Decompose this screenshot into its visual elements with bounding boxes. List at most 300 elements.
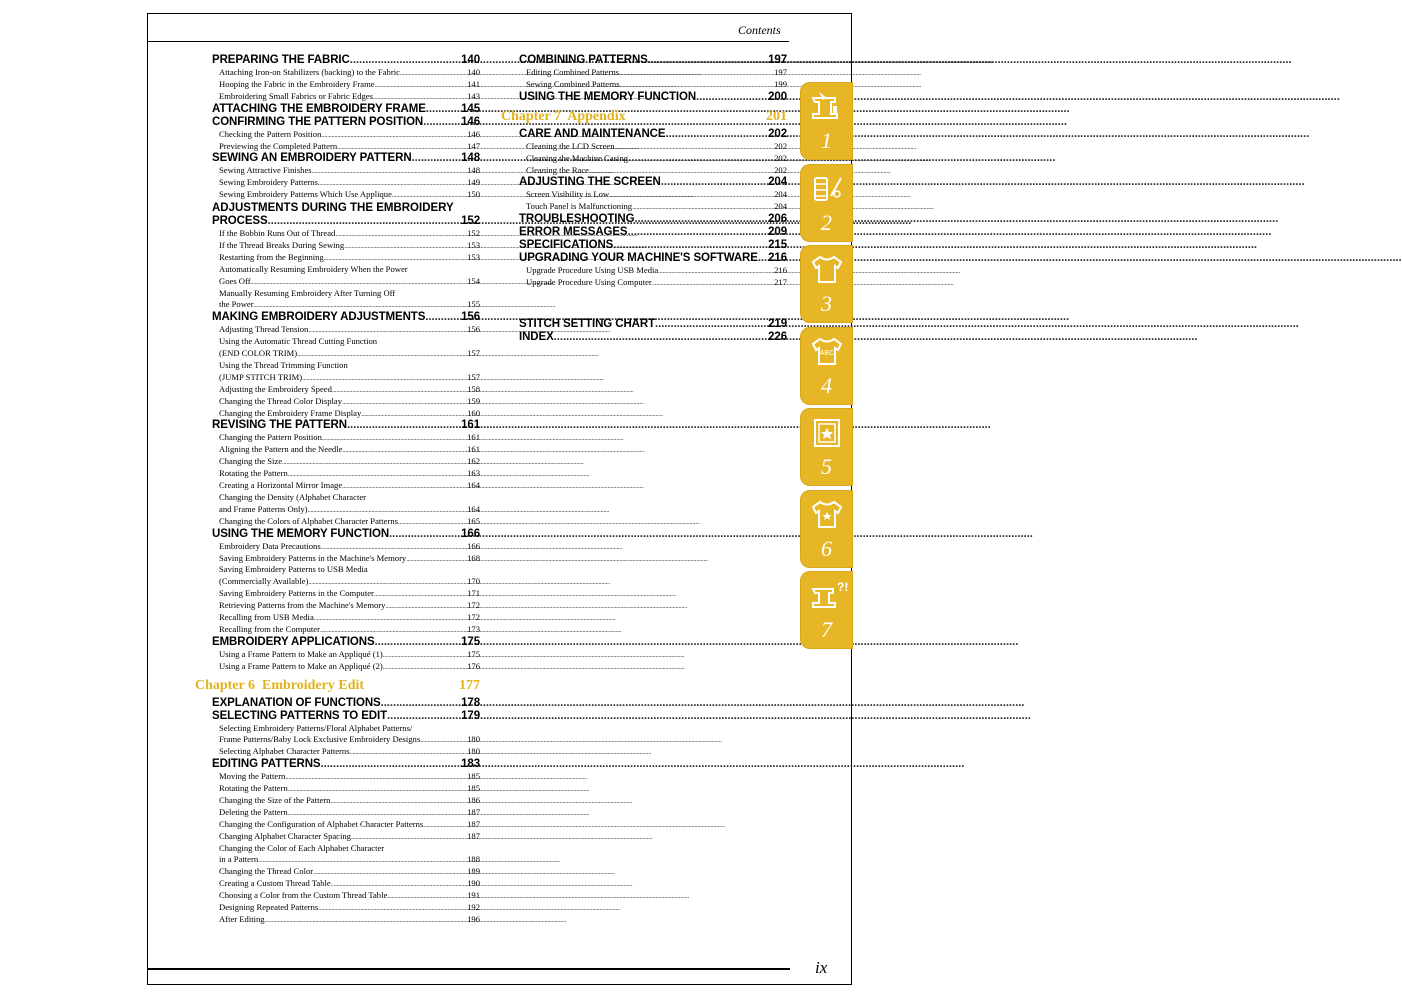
- entry-title: EDITING PATTERNS: [212, 758, 321, 771]
- entry-page-number: 168: [467, 552, 480, 563]
- toc-subentry[interactable]: [212, 649, 480, 661]
- toc-section-entry[interactable]: [519, 91, 787, 104]
- toc-subentry[interactable]: [212, 783, 480, 795]
- page-number: ix: [815, 958, 828, 977]
- chapter-tab-number: 7: [821, 617, 832, 642]
- dot-leader: [335, 229, 467, 241]
- dot-leader: [634, 213, 768, 226]
- toc-subentry[interactable]: [212, 480, 480, 492]
- entry-title: Cleaning the LCD Screen: [526, 140, 615, 151]
- dot-leader: [412, 152, 462, 165]
- toc-section-entry[interactable]: [519, 318, 787, 331]
- entry-title: Touch Panel is Malfunctioning: [526, 201, 633, 212]
- dot-leader: [285, 772, 467, 784]
- entry-page-number: 152: [467, 228, 480, 239]
- entry-title: Frame Patterns/Baby Lock Exclusive Embroidery Designs: [219, 734, 421, 745]
- entry-title: TROUBLESHOOTING: [519, 213, 635, 226]
- dot-leader: [332, 385, 467, 397]
- dot-leader: [554, 331, 768, 344]
- entry-page-number: 170: [467, 576, 480, 587]
- toc-subentry[interactable]: [212, 854, 480, 866]
- chapter-tab-7[interactable]: [800, 571, 853, 649]
- dot-leader: [613, 239, 768, 252]
- toc-subentry[interactable]: [519, 189, 787, 201]
- dot-leader: [655, 318, 768, 331]
- chapter-tab-5[interactable]: [800, 408, 853, 486]
- entry-title: and Frame Patterns Only): [219, 503, 308, 514]
- entry-page-number: 200: [768, 90, 787, 103]
- entry-title: Recalling from the Computer: [219, 623, 320, 634]
- toc-section-entry[interactable]: [519, 176, 787, 189]
- entry-page-number: 192: [467, 901, 480, 912]
- entry-page-number: 162: [467, 456, 480, 467]
- entry-page-number: 179: [461, 709, 480, 722]
- entry-page-number: 191: [467, 890, 480, 901]
- toc-subentry[interactable]: [212, 819, 480, 831]
- dot-leader: [381, 697, 462, 710]
- dot-leader: [318, 903, 467, 915]
- dot-leader: [374, 589, 467, 601]
- toc-subentry[interactable]: [212, 734, 480, 746]
- entry-page-number: 146: [461, 115, 480, 128]
- dot-leader: [312, 166, 467, 178]
- toc-subentry[interactable]: [212, 177, 480, 189]
- chapter-tab-number: 5: [821, 454, 832, 479]
- toc-subentry[interactable]: [212, 771, 480, 783]
- chapter-page: 177: [459, 677, 480, 693]
- entry-page-number: 161: [467, 444, 480, 455]
- entry-title: Using a Frame Pattern to Make an Appliqué (2): [219, 660, 383, 671]
- toc-subentry[interactable]: [212, 408, 480, 420]
- entry-page-number: 166: [467, 540, 480, 551]
- toc-section-entry[interactable]: [519, 331, 787, 344]
- entry-title: Moving the Pattern: [219, 771, 286, 782]
- toc-subentry[interactable]: [212, 468, 480, 480]
- entry-page-number: 196: [467, 913, 480, 924]
- dot-leader: [351, 832, 467, 844]
- toc-subentry[interactable]: [519, 201, 787, 213]
- toc-section-title-line[interactable]: ADJUSTMENTS DURING THE EMBROIDERY: [212, 202, 454, 215]
- toc-subentry[interactable]: [212, 129, 480, 141]
- entry-title: PREPARING THE FABRIC: [212, 54, 350, 66]
- toc-section-entry[interactable]: [212, 103, 480, 116]
- entry-title: Creating a Horizontal Mirror Image: [219, 480, 343, 491]
- entry-title: Saving Embroidery Patterns in the Machine's Memory: [219, 552, 407, 563]
- entry-title: Hooping the Fabric in the Embroidery Frame: [219, 78, 375, 89]
- entry-title: Recalling from USB Media: [219, 611, 314, 622]
- dot-leader: [251, 277, 468, 289]
- toc-section-entry[interactable]: [212, 758, 480, 771]
- entry-page-number: 165: [467, 515, 480, 526]
- entry-page-number: 141: [467, 78, 480, 89]
- toc-subentry[interactable]: [519, 67, 787, 79]
- entry-page-number: 183: [461, 758, 480, 771]
- chapter-tab-3[interactable]: [800, 245, 853, 323]
- entry-title: Upgrade Procedure Using USB Media: [526, 265, 659, 276]
- dot-leader: [282, 457, 467, 469]
- chapter-tab-number: 1: [821, 128, 832, 153]
- dot-leader: [648, 54, 768, 67]
- entry-title: Changing the Configuration of Alphabet Character Patterns: [219, 818, 424, 829]
- toc-subentry-title-line[interactable]: Automatically Resuming Embroidery When the Power: [219, 263, 408, 274]
- entry-page-number: 148: [461, 152, 480, 165]
- entry-page-number: 202: [768, 127, 787, 140]
- toc-subentry[interactable]: [212, 456, 480, 468]
- dot-leader: [350, 54, 461, 67]
- entry-title: ERROR MESSAGES: [519, 226, 628, 239]
- toc-subentry[interactable]: [212, 396, 480, 408]
- svg-text:ABC: ABC: [819, 349, 835, 357]
- entry-page-number: 150: [467, 189, 480, 200]
- entry-page-number: 215: [768, 239, 787, 252]
- entry-page-number: 175: [461, 635, 480, 648]
- dot-leader: [383, 650, 467, 662]
- entry-title: Embroidering Small Fabrics or Fabric Edges: [219, 90, 373, 101]
- dot-leader: [313, 867, 467, 879]
- entry-title: CONFIRMING THE PATTERN POSITION: [212, 115, 424, 128]
- toc-subentry-title-line[interactable]: Selecting Embroidery Patterns/Floral Alphabet Patterns/: [219, 722, 413, 733]
- dot-leader: [425, 311, 461, 324]
- entry-title: Cleaning the Machine Casing: [526, 152, 628, 163]
- toc-subentry[interactable]: [212, 553, 480, 565]
- entry-page-number: 157: [467, 371, 480, 382]
- toc-section-entry[interactable]: [212, 116, 480, 129]
- entry-page-number: 216: [774, 265, 787, 276]
- dot-leader: [342, 445, 467, 457]
- entry-title: SPECIFICATIONS: [519, 239, 614, 252]
- entry-title: Rotating the Pattern: [219, 783, 288, 794]
- toc-subentry[interactable]: [212, 240, 480, 252]
- machine-troubleshoot-icon: [809, 577, 849, 613]
- toc-subentry[interactable]: [212, 746, 480, 758]
- entry-page-number: 161: [467, 432, 480, 443]
- toc-subentry[interactable]: [212, 795, 480, 807]
- entry-page-number: 204: [768, 176, 787, 189]
- entry-page-number: 180: [467, 734, 480, 745]
- entry-title: Cleaning the Race: [526, 164, 589, 175]
- entry-page-number: 202: [774, 140, 787, 151]
- entry-title: Adjusting the Embroidery Speed: [219, 383, 332, 394]
- toc-section-entry[interactable]: [212, 152, 480, 165]
- dot-leader: [400, 68, 467, 80]
- toc-subentry[interactable]: [212, 661, 480, 673]
- entry-title: Creating a Custom Thread Table: [219, 878, 331, 889]
- dot-leader: [758, 252, 768, 265]
- chapter-tab-number: 6: [821, 535, 832, 561]
- entry-page-number: 187: [467, 830, 480, 841]
- toc-subentry-title-line[interactable]: Using the Thread Trimming Function: [219, 360, 348, 371]
- toc-subentry[interactable]: [212, 348, 480, 360]
- entry-page-number: 146: [467, 128, 480, 139]
- entry-title: ATTACHING THE EMBROIDERY FRAME: [212, 102, 426, 115]
- dot-leader: [665, 128, 768, 141]
- toc-subentry[interactable]: [212, 902, 480, 914]
- toc-section-entry[interactable]: [519, 213, 787, 226]
- entry-title: Saving Embroidery Patterns in the Computer: [219, 588, 374, 599]
- entry-page-number: 189: [467, 866, 480, 877]
- entry-page-number: 156: [467, 324, 480, 335]
- toc-subentry[interactable]: [212, 189, 480, 201]
- dot-leader: [420, 735, 467, 747]
- chapter-tab-2[interactable]: [800, 164, 853, 242]
- entry-title: Deleting the Pattern: [219, 806, 288, 817]
- entry-title: Changing the Embroidery Frame Display: [219, 407, 362, 418]
- dot-leader: [321, 130, 467, 142]
- entry-title: Aligning the Pattern and the Needle: [219, 444, 343, 455]
- dot-leader: [615, 142, 775, 154]
- entry-title: the Power: [219, 299, 254, 310]
- toc-subentry[interactable]: [519, 165, 787, 177]
- toc-subentry-title-line[interactable]: Saving Embroidery Patterns to USB Media: [219, 564, 368, 575]
- toc-subentry[interactable]: [212, 79, 480, 91]
- dot-leader: [375, 636, 462, 649]
- toc-subentry[interactable]: [212, 866, 480, 878]
- entry-page-number: 178: [461, 696, 480, 709]
- chapter-heading[interactable]: [195, 676, 480, 695]
- chapter-tab-6[interactable]: [800, 490, 853, 568]
- entry-page-number: 158: [467, 383, 480, 394]
- entry-title: (JUMP STITCH TRIM): [219, 371, 303, 382]
- dot-leader: [330, 796, 467, 808]
- entry-page-number: 204: [774, 201, 787, 212]
- toc-subentry[interactable]: [212, 831, 480, 843]
- toc-section-entry[interactable]: [212, 636, 480, 649]
- entry-page-number: 157: [467, 348, 480, 359]
- entry-page-number: 153: [467, 251, 480, 262]
- toc-subentry[interactable]: [212, 299, 480, 311]
- entry-page-number: 175: [467, 648, 480, 659]
- entry-title: USING THE MEMORY FUNCTION: [212, 527, 390, 540]
- dot-leader: [658, 266, 774, 278]
- chapter-page: 201: [766, 108, 787, 124]
- entry-page-number: 147: [467, 140, 480, 151]
- entry-page-number: 197: [768, 54, 787, 66]
- embroidery-frame-icon: [809, 414, 845, 450]
- toc-section-entry[interactable]: [212, 528, 480, 541]
- toc-section-entry[interactable]: [212, 419, 480, 432]
- entry-page-number: 152: [461, 215, 480, 228]
- dot-leader: [383, 662, 467, 674]
- entry-title: Attaching Iron-on Stabilizers (backing) to the Fabric: [219, 67, 400, 77]
- svg-text:?!: ?!: [837, 580, 849, 594]
- entry-title: Previewing the Completed Pattern: [219, 140, 338, 151]
- entry-page-number: 217: [774, 277, 787, 288]
- chapter-title: Chapter 6 Embroidery Edit: [195, 677, 365, 693]
- entry-page-number: 173: [467, 623, 480, 634]
- dot-leader: [387, 891, 467, 903]
- chapter-tab-number: 3: [821, 291, 832, 316]
- entry-page-number: 140: [467, 67, 480, 77]
- entry-title: Choosing a Color from the Custom Thread Table: [219, 890, 388, 901]
- entry-page-number: 199: [774, 78, 787, 89]
- entry-page-number: 188: [467, 854, 480, 865]
- toc-section-entry[interactable]: [519, 239, 787, 252]
- entry-title: Checking the Pattern Position: [219, 128, 322, 139]
- entry-title: SELECTING PATTERNS TO EDIT: [212, 709, 388, 722]
- entry-title: After Editing: [219, 913, 265, 924]
- entry-title: REVISING THE PATTERN: [212, 419, 347, 432]
- toc-subentry-title-line[interactable]: Manually Resuming Embroidery After Turning Off: [219, 287, 396, 298]
- dot-leader: [406, 554, 467, 566]
- entry-title: If the Thread Breaks During Sewing: [219, 240, 345, 251]
- toc-subentry[interactable]: [519, 79, 787, 91]
- entry-title: Screen Visibility is Low: [526, 189, 610, 200]
- toc-section-entry[interactable]: [212, 311, 480, 324]
- entry-title: CARE AND MAINTENANCE: [519, 127, 666, 140]
- thread-spool-icon: [809, 170, 845, 206]
- entry-title: Embroidery Data Precautions: [219, 540, 321, 551]
- toc-subentry[interactable]: [212, 600, 480, 612]
- toc-subentry[interactable]: [212, 324, 480, 336]
- chapter-title: Chapter 7 Appendix: [501, 108, 626, 124]
- entry-title: EXPLANATION OF FUNCTIONS: [212, 696, 381, 709]
- dot-leader: [321, 758, 462, 771]
- chapter-tab-1[interactable]: [800, 82, 853, 160]
- entry-title: Sewing Embroidery Patterns: [219, 177, 318, 188]
- toc-subentry[interactable]: [212, 576, 480, 588]
- toc-subentry[interactable]: [519, 153, 787, 165]
- entry-page-number: 202: [774, 152, 787, 163]
- entry-title: EMBROIDERY APPLICATIONS: [212, 635, 375, 648]
- dot-leader: [389, 528, 461, 541]
- entry-page-number: 187: [467, 806, 480, 817]
- abc-tshirt-icon: [809, 333, 845, 369]
- toc-subentry[interactable]: [212, 276, 480, 288]
- toc-subentry-title-line[interactable]: Changing the Color of Each Alphabet Character: [219, 842, 385, 853]
- toc-subentry[interactable]: [212, 878, 480, 890]
- toc-section-entry[interactable]: [519, 128, 787, 141]
- entry-page-number: 154: [467, 275, 480, 286]
- entry-title: (Commercially Available): [219, 576, 309, 587]
- entry-page-number: 226: [768, 331, 787, 344]
- entry-title: Using a Frame Pattern to Make an Appliqué (1): [219, 648, 383, 659]
- entry-title: If the Bobbin Runs Out of Thread: [219, 228, 336, 239]
- entry-page-number: 180: [467, 746, 480, 757]
- entry-title: UPGRADING YOUR MACHINE'S SOFTWARE: [519, 252, 758, 265]
- toc-subentry[interactable]: [212, 807, 480, 819]
- toc-subentry[interactable]: [212, 890, 480, 902]
- chapter-tab-number: 2: [821, 209, 832, 235]
- toc-subentry[interactable]: [212, 91, 480, 103]
- chapter-tab-4[interactable]: [800, 327, 853, 405]
- entry-title: ADJUSTING THE SCREEN: [519, 176, 661, 189]
- dot-leader: [609, 190, 774, 202]
- entry-title: Changing the Colors of Alphabet Character Patterns: [219, 515, 398, 526]
- entry-page-number: 171: [467, 588, 480, 599]
- entry-page-number: 163: [467, 468, 480, 479]
- entry-title: USING THE MEMORY FUNCTION: [519, 90, 697, 103]
- entry-title: Selecting Alphabet Character Patterns: [219, 746, 350, 757]
- toc-section-entry[interactable]: [519, 252, 787, 265]
- entry-page-number: 216: [768, 252, 787, 265]
- toc-subentry[interactable]: [212, 165, 480, 177]
- entry-page-number: 145: [461, 102, 480, 115]
- entry-title: SEWING AN EMBROIDERY PATTERN: [212, 152, 412, 165]
- toc-section-entry[interactable]: [212, 215, 480, 228]
- entry-page-number: 202: [774, 164, 787, 175]
- entry-title: Editing Combined Patterns: [526, 67, 620, 77]
- toc-subentry[interactable]: [212, 384, 480, 396]
- entry-page-number: 186: [467, 794, 480, 805]
- entry-page-number: 176: [467, 660, 480, 671]
- sewing-machine-icon: [809, 88, 845, 124]
- toc-subentry[interactable]: [212, 432, 480, 444]
- dot-leader: [652, 278, 774, 290]
- toc-subentry[interactable]: [212, 67, 480, 79]
- entry-page-number: 197: [774, 67, 787, 77]
- entry-page-number: 159: [467, 395, 480, 406]
- toc-subentry[interactable]: [212, 504, 480, 516]
- toc-subentry[interactable]: [212, 141, 480, 153]
- entry-title: in a Pattern: [219, 854, 259, 865]
- entry-page-number: 185: [467, 771, 480, 782]
- dot-leader: [628, 226, 769, 239]
- dot-leader: [696, 91, 768, 104]
- toc-subentry-title-line[interactable]: Changing the Density (Alphabet Character: [219, 491, 367, 502]
- dot-leader: [322, 433, 467, 445]
- toc-subentry[interactable]: [519, 277, 787, 289]
- toc-subentry[interactable]: [212, 228, 480, 240]
- toc-section-entry[interactable]: [212, 710, 480, 723]
- toc-subentry[interactable]: [212, 914, 480, 926]
- toc-subentry[interactable]: [212, 372, 480, 384]
- toc-subentry[interactable]: [519, 141, 787, 153]
- toc-subentry[interactable]: [212, 252, 480, 264]
- toc-subentry[interactable]: [212, 444, 480, 456]
- entry-page-number: 185: [467, 783, 480, 794]
- toc-section-entry[interactable]: [212, 54, 480, 67]
- dot-leader: [347, 419, 461, 432]
- dot-leader: [385, 601, 467, 613]
- toc-section-entry[interactable]: [519, 226, 787, 239]
- embroidered-tshirt-icon: [809, 496, 845, 532]
- entry-page-number: 149: [467, 177, 480, 188]
- header-rule: [148, 41, 789, 42]
- toc-right-column: [501, 54, 787, 344]
- toc-subentry[interactable]: [212, 624, 480, 636]
- dot-leader: [661, 176, 768, 189]
- dot-leader: [268, 215, 462, 228]
- chapter-heading[interactable]: [501, 107, 787, 126]
- entry-page-number: 164: [467, 480, 480, 491]
- toc-subentry[interactable]: [212, 516, 480, 528]
- entry-title: Changing Alphabet Character Spacing: [219, 830, 351, 841]
- entry-title: STITCH SETTING CHART: [519, 318, 655, 331]
- entry-page-number: 160: [467, 407, 480, 418]
- entry-page-number: 161: [461, 419, 480, 432]
- entry-title: Changing the Thread Color: [219, 866, 314, 877]
- entry-page-number: 206: [768, 213, 787, 226]
- tshirt-icon: [809, 251, 845, 287]
- toc-subentry[interactable]: [519, 265, 787, 277]
- dot-leader: [619, 68, 774, 80]
- toc-subentry[interactable]: [212, 541, 480, 553]
- dot-leader: [423, 116, 461, 129]
- entry-page-number: 209: [768, 226, 787, 239]
- toc-section-entry[interactable]: [212, 697, 480, 710]
- entry-page-number: 143: [467, 90, 480, 101]
- entry-title: Upgrade Procedure Using Computer: [526, 277, 652, 288]
- entry-page-number: 187: [467, 818, 480, 829]
- toc-subentry[interactable]: [212, 588, 480, 600]
- entry-title: Sewing Attractive Finishes: [219, 165, 312, 176]
- toc-subentry-title-line[interactable]: Using the Automatic Thread Cutting Function: [219, 336, 378, 347]
- toc-subentry[interactable]: [212, 612, 480, 624]
- entry-page-number: 153: [467, 240, 480, 251]
- entry-title: MAKING EMBROIDERY ADJUSTMENTS: [212, 311, 426, 324]
- entry-title: PROCESS: [212, 215, 268, 228]
- toc-section-entry[interactable]: [519, 54, 787, 67]
